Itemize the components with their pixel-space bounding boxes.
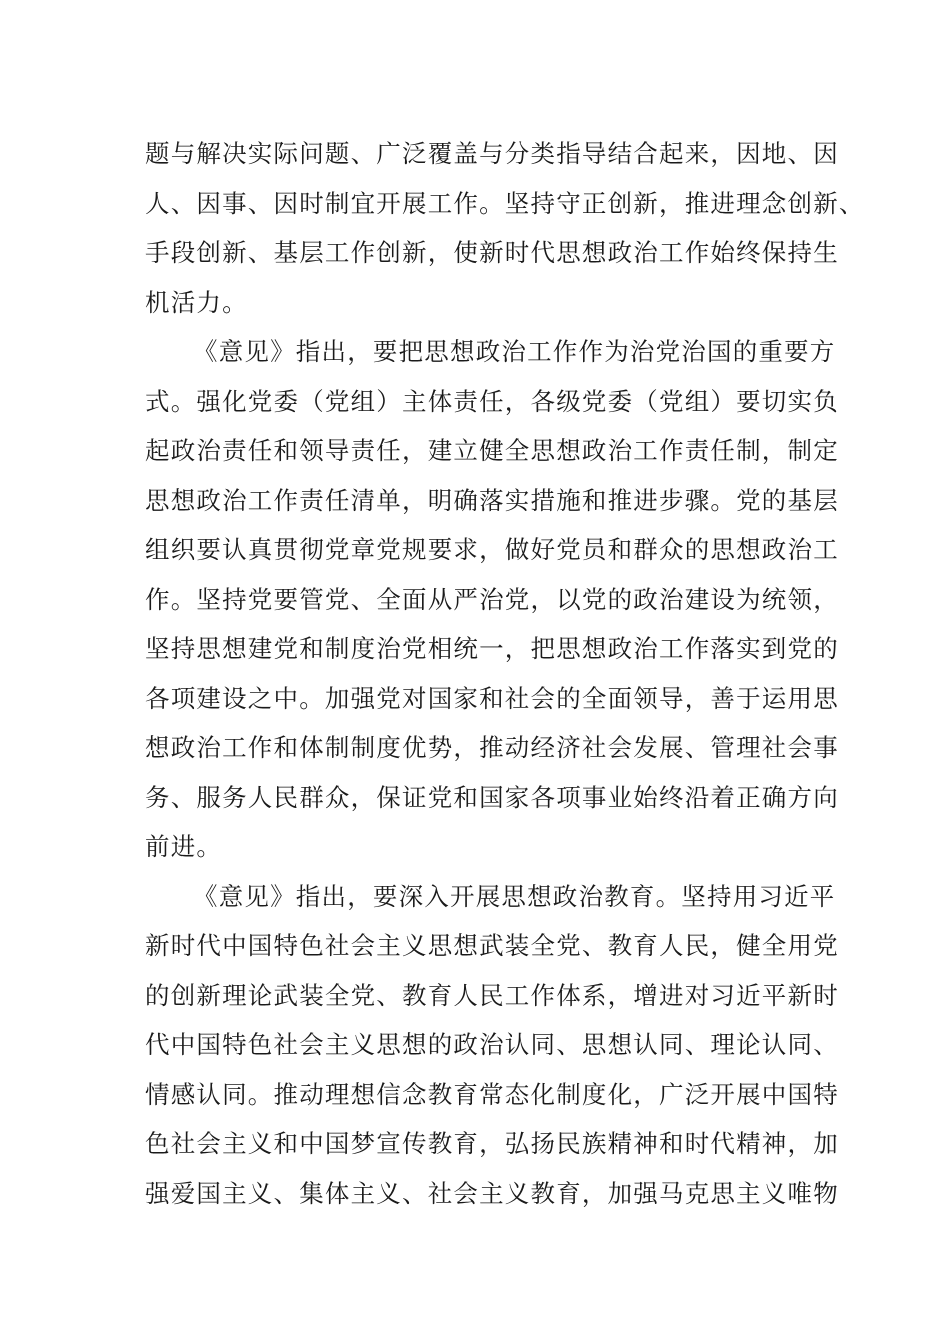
paragraph-line: 代中国特色社会主义思想的政治认同、思想认同、理论认同、	[145, 1030, 839, 1059]
paragraph-line: 坚持思想建党和制度治党相统一，把思想政治工作落实到党的	[145, 634, 839, 663]
paragraph-line: 起政治责任和领导责任，建立健全思想政治工作责任制，制定	[145, 436, 839, 465]
paragraph-line: 题与解决实际问题、广泛覆盖与分类指导结合起来，因地、因	[145, 139, 839, 168]
paragraph-line: 的创新理论武装全党、教育人民工作体系，增进对习近平新时	[145, 980, 839, 1010]
paragraph-line: 前进。	[145, 832, 223, 861]
paragraph-line: 新时代中国特色社会主义思想武装全党、教育人民，健全用党	[145, 931, 839, 960]
paragraph-first-line: 《意见》指出，要深入开展思想政治教育。坚持用习近平	[193, 881, 836, 911]
paragraph-line: 色社会主义和中国梦宣传教育，弘扬民族精神和时代精神，加	[145, 1129, 839, 1158]
paragraph-line: 强爱国主义、集体主义、社会主义教育，加强马克思主义唯物	[145, 1178, 839, 1208]
paragraph-line: 想政治工作和体制制度优势，推动经济社会发展、管理社会事	[145, 733, 839, 762]
document-body	[145, 129, 865, 1218]
paragraph-line: 各项建设之中。加强党对国家和社会的全面领导，善于运用思	[145, 683, 839, 713]
paragraph-first-line: 《意见》指出，要把思想政治工作作为治党治国的重要方	[193, 337, 836, 366]
paragraph-line: 式。强化党委（党组）主体责任，各级党委（党组）要切实负	[145, 386, 839, 416]
paragraph-line: 手段创新、基层工作创新，使新时代思想政治工作始终保持生	[145, 238, 839, 267]
paragraph-line: 组织要认真贯彻党章党规要求，做好党员和群众的思想政治工	[145, 535, 839, 564]
paragraph-line: 人、因事、因时制宜开展工作。坚持守正创新，推进理念创新、	[145, 188, 865, 218]
paragraph-line: 机活力。	[145, 287, 248, 317]
paragraph-line: 务、服务人民群众，保证党和国家各项事业始终沿着正确方向	[145, 782, 839, 812]
paragraph-line: 情感认同。推动理想信念教育常态化制度化，广泛开展中国特	[145, 1079, 839, 1109]
paragraph-line: 思想政治工作责任清单，明确落实措施和推进步骤。党的基层	[145, 485, 839, 515]
paragraph-line: 作。坚持党要管党、全面从严治党，以党的政治建设为统领，	[145, 584, 839, 614]
